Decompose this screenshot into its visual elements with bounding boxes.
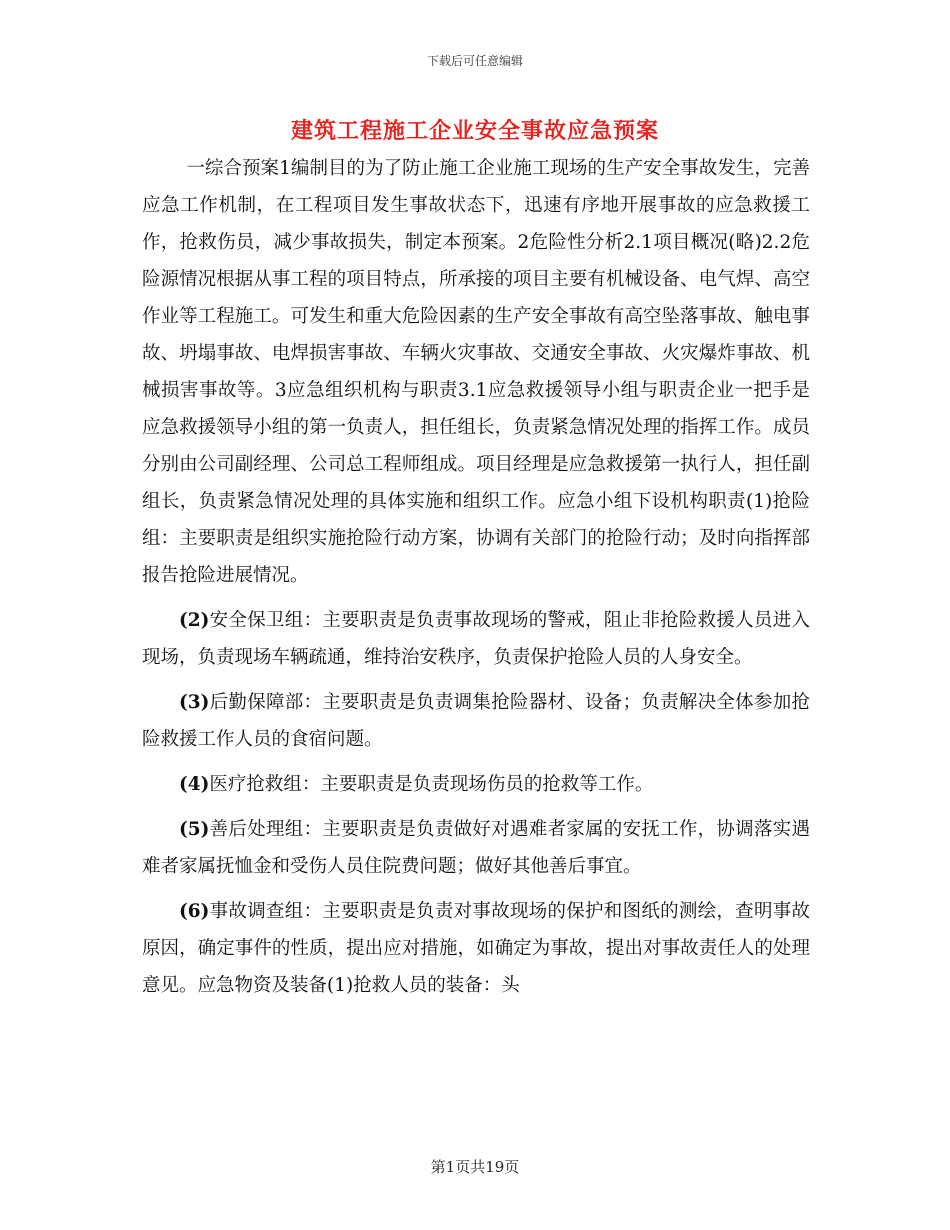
paragraph-text: 后勤保障部：主要职责是负责调集抢险器材、设备；负责解决全体参加抢险救援工作人员的食宿问题。 [142, 692, 810, 750]
paragraph-text: 事故调查组：主要职责是负责对事故现场的保护和图纸的测绘，查明事故原因，确定事件的性质，提出应对措施，如确定为事故，提出对事故责任人的处理意见。应急物资及装备(1)抢救人员的装备：头 [142, 901, 810, 996]
paragraph-5 [142, 811, 810, 885]
page-header: 下载后可任意编辑 [426, 54, 523, 68]
paragraph-number: (4) [179, 774, 210, 795]
paragraph-6 [142, 893, 810, 1004]
paragraph-text: 安全保卫组：主要职责是负责事故现场的警戒，阻止非抢险救援人员进入现场，负责现场车辆疏通，维持治安秩序，负责保护抢险人员的人身安全。 [142, 610, 810, 668]
paragraph-4 [142, 766, 810, 803]
paragraph-1 [142, 150, 810, 594]
paragraph-number: (3) [179, 692, 210, 713]
paragraph-number: (2) [179, 610, 210, 631]
paragraph-3 [142, 684, 810, 758]
paragraph-text: 医疗抢救组：主要职责是负责现场伤员的抢救等工作。 [209, 774, 654, 795]
paragraph-number: (6) [179, 901, 210, 922]
paragraph-text: 一综合预案1编制目的为了防止施工企业施工现场的生产安全事故发生，完善应急工作机制，在工程项目发生事故状态下，迅速有序地开展事故的应急救援工作，抢救伤员，减少事故损失，制定本预案。2危险性分析2.1项目概况(略)2.2危险源情况根据从事工程的项目特点，所承接的项目主要有机械设备、电气焊、高空作业等工程施工。可发生和重大危险因素的生产安全事故有高空坠落事故、触电事故、坍塌事故、电焊损害事故、车辆火灾事故、交通安全事故、火灾爆炸事故、机械损害事故等。3应急组织机构与职责3.1应急救援领导小组与职责企业一把手是应急救援领导小组的第一负责人，担任组长，负责紧急情况处理的指挥工作。成员分别由公司副经理、公司总工程师组成。项目经理是应急救援第一执行人，担任副组长，负责紧急情况处理的具体实施和组织工作。应急小组下设机构职责(1)抢险组：主要职责是组织实施抢险行动方案，协调有关部门的抢险行动；及时向指挥部报告抢险进展情况。 [142, 158, 810, 586]
paragraph-number: (5) [179, 819, 210, 840]
paragraph-2 [142, 602, 810, 676]
document-body [142, 150, 810, 1012]
page-footer: 第1页共19页 [430, 1158, 520, 1176]
document-title: 建筑工程施工企业安全事故应急预案 [290, 118, 659, 144]
paragraph-text: 善后处理组：主要职责是负责做好对遇难者家属的安抚工作，协调落实遇难者家属抚恤金和受伤人员住院费问题；做好其他善后事宜。 [142, 819, 810, 877]
